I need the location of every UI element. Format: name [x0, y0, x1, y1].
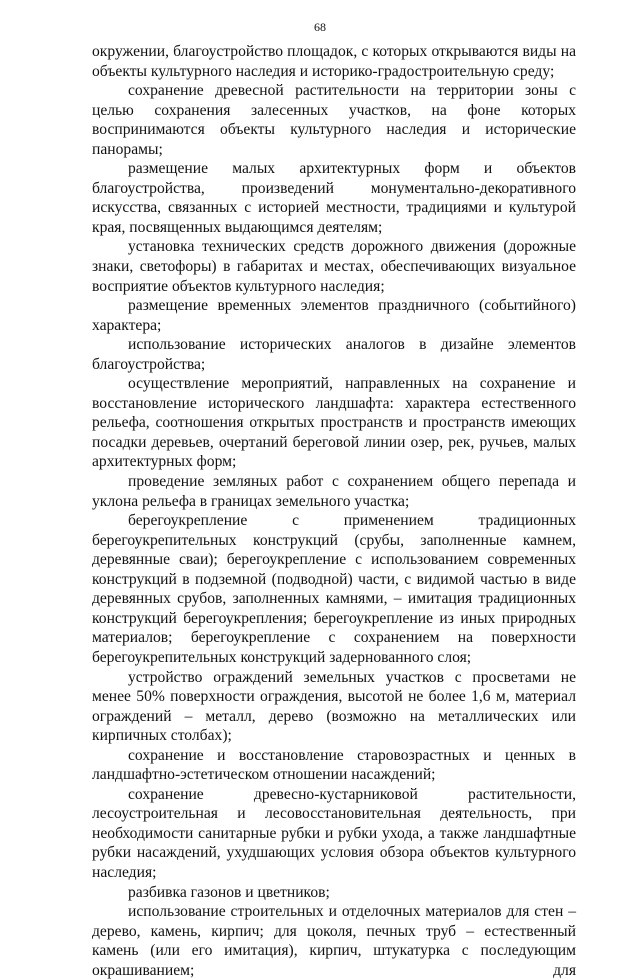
paragraph: сохранение и восстановление старовозрастных и ценных в ландшафтно-эстетическом отношении насаждений; — [92, 746, 576, 784]
paragraph: окружении, благоустройство площадок, с которых открываются виды на объекты культурного наследия и историко-градостроительную среду; — [92, 43, 576, 80]
paragraph: установка технических средств дорожного движения (дорожные знаки, светофоры) в габаритах и местах, обеспечивающих визуальное восприятие объектов культурного наследия; — [92, 238, 576, 295]
paragraph: размещение малых архитектурных форм и объектов благоустройства, произведений монументально-декоративного искусства, связанных с историей местности, традициями и культурой края, посвященных выдающимся деятелям; — [92, 160, 576, 236]
paragraph: разбивка газонов и цветников; — [128, 883, 330, 901]
paragraph: берегоукрепление с применением традиционных берегоукрепительных конструкций (срубы, заполненные камнем, деревянные сваи); берегоукрепление с использованием современных конструкций в подземной (подводной) части, с видимой частью в виде деревянных срубов, заполненных камнями, – имитация традиционных конструкций берегоукрепления; берегоукрепление из иных природных материалов; берегоукрепление с сохранением на поверхности берегоукрепительных конструкций задернованного слоя; — [92, 512, 576, 666]
paragraph: осуществление мероприятий, направленных на сохранение и восстановление исторического ландшафта: характера естественного рельефа, соотношения открытых пространств и пространств имеющих посадки деревьев, очертаний береговой линии озер, рек, ручьев, малых архитектурных форм; — [92, 375, 576, 471]
paragraph: размещение временных элементов праздничного (событийного) характера; — [92, 297, 576, 334]
paragraph: сохранение древесной растительности на территории зоны с целью сохранения залесенных участков, на фоне которых воспринимаются объекты культурного наследия и исторические панорамы; — [92, 82, 576, 158]
page-number: 68 — [314, 20, 326, 34]
paragraph: использование строительных и отделочных материалов для стен – дерево, камень, кирпич; для цоколя, печных труб – естественный камень (или его имитация), кирпич, штукатурка с последующим окрашиванием; для — [92, 903, 576, 979]
paragraph: использование исторических аналогов в дизайне элементов благоустройства; — [92, 336, 576, 373]
page-body — [92, 42, 576, 980]
paragraph: сохранение древесно-кустарниковой растительности, лесоустроительная и лесовосстановительная деятельность, при необходимости санитарные рубки и рубки ухода, а также ландшафтные рубки насаждений, ухудшающих условия обзора объектов культурного наследия; — [92, 785, 576, 881]
paragraph: проведение земляных работ с сохранением общего перепада и уклона рельефа в границах земельного участка; — [92, 473, 576, 510]
paragraph: устройство ограждений земельных участков с просветами не менее 50% поверхности ограждения, высотой не более 1,6 м, материал ограждений – металл, дерево (возможно на металлических или кирпичных столбах); — [92, 668, 576, 745]
